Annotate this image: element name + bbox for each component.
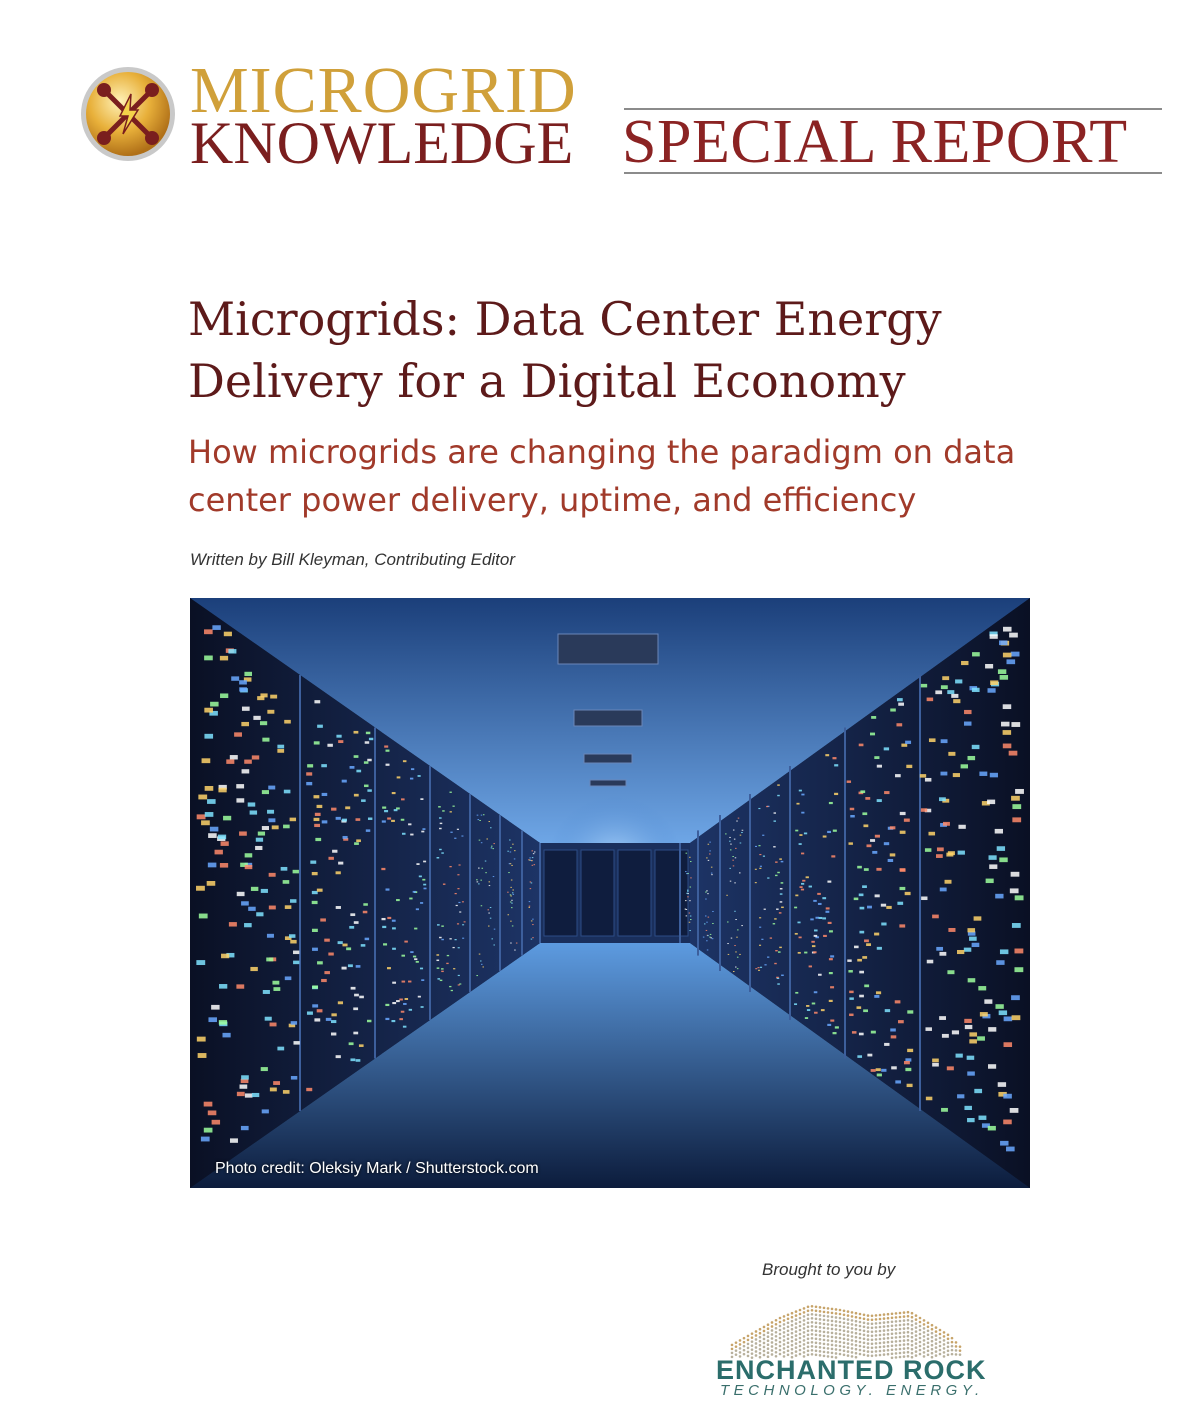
sponsor-name: ENCHANTED ROCK: [716, 1355, 987, 1385]
sponsor-tagline: TECHNOLOGY. ENERGY.: [720, 1382, 984, 1399]
sponsor-intro: Brought to you by: [762, 1260, 896, 1279]
report-subtitle: How microgrids are changing the paradigm on data center power delivery, uptime, and efficiency: [188, 433, 1016, 519]
enchanted-rock-mountain-icon: [720, 1296, 970, 1360]
special-report-label: SPECIAL REPORT: [622, 108, 1128, 176]
brand-name-line2: KNOWLEDGE: [190, 110, 574, 176]
data-center-photo: [190, 598, 1030, 1188]
header-rule-bottom: [624, 172, 1162, 174]
report-title: Microgrids: Data Center Energy Delivery for a Digital Economy: [188, 292, 942, 408]
brand-name-line1: MICROGRID: [190, 54, 577, 127]
logo-badge-icon: [78, 64, 178, 164]
byline: Written by Bill Kleyman, Contributing Editor: [190, 550, 516, 569]
photo-credit: Photo credit: Oleksiy Mark / Shutterstock.com: [215, 1160, 539, 1177]
